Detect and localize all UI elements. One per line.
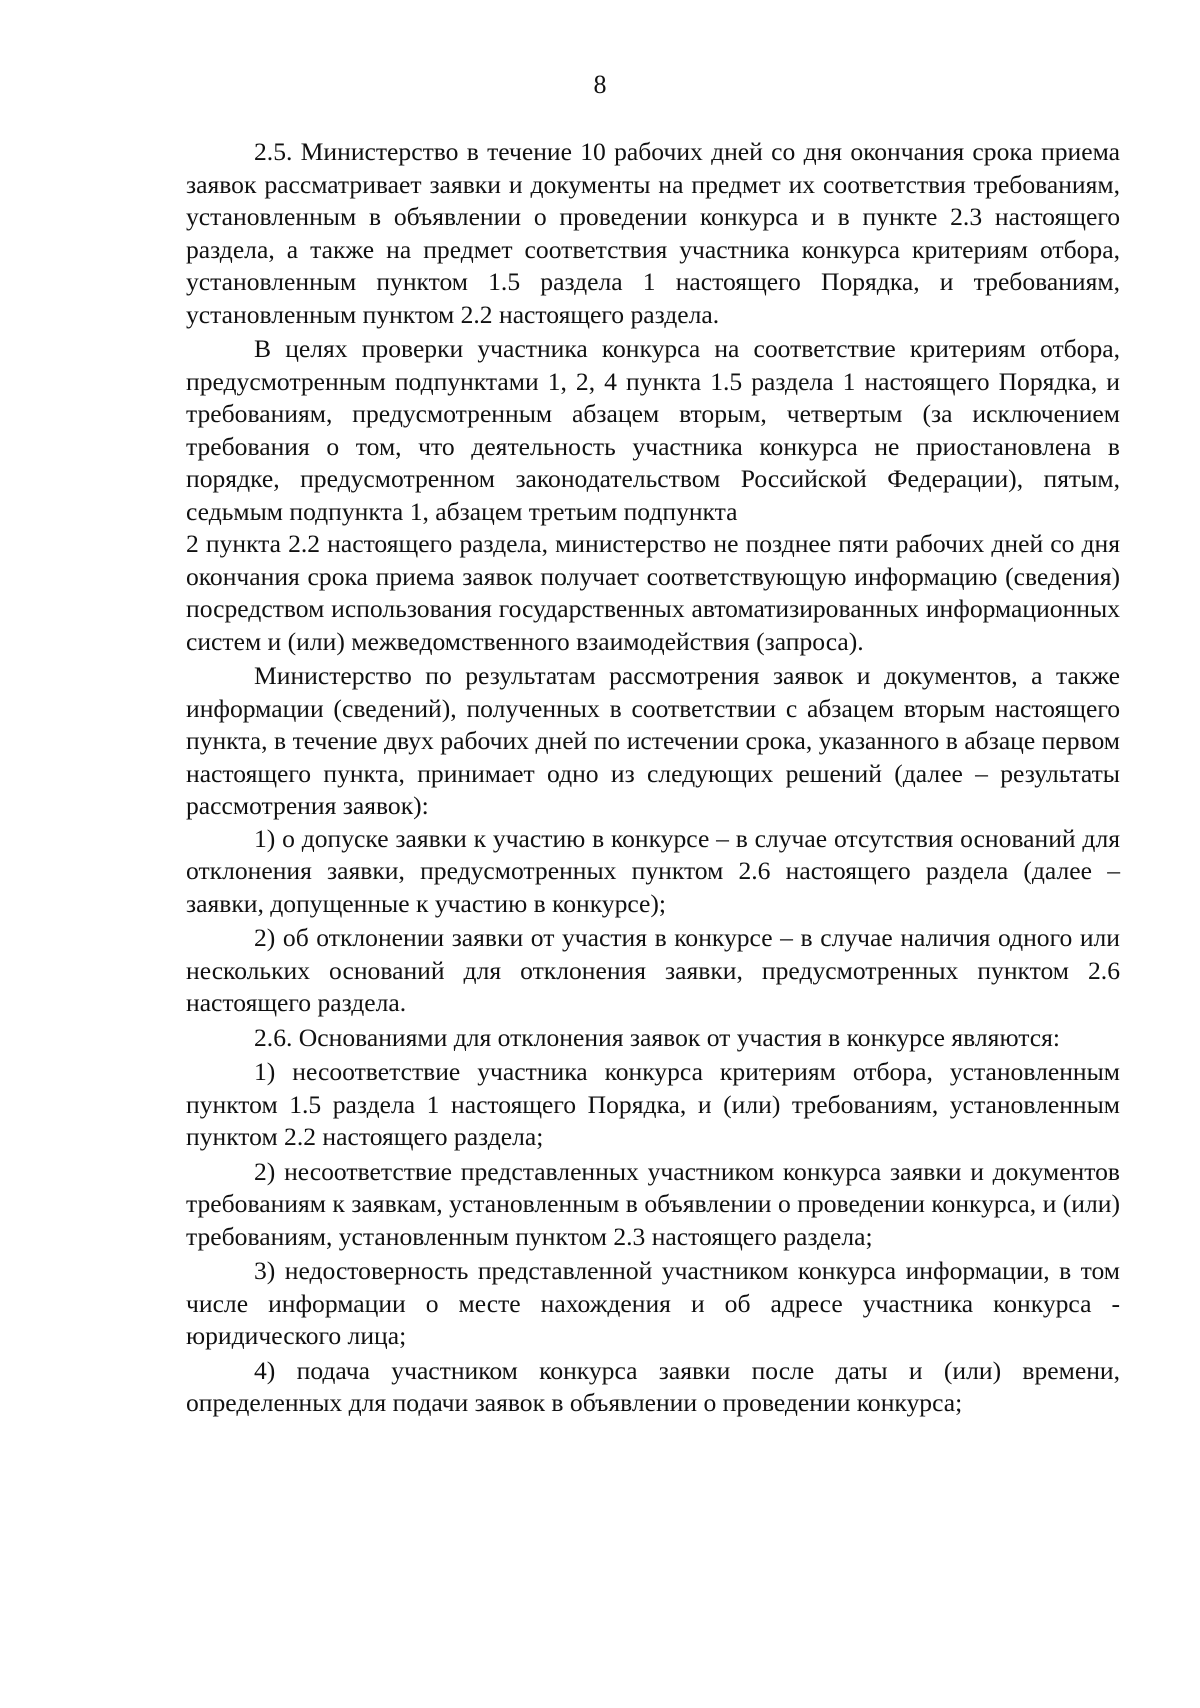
ground-item-3: 3) недостоверность представленной участником конкурса информации, в том числе информации о месте нахождения и об адресе участника конкурса - юридического лица; (186, 1256, 1120, 1350)
paragraph-verification-cont: 2 пункта 2.2 настоящего раздела, министерство не позднее пяти рабочих дней со дня окончания срока приема заявок получает соответствующую информацию (сведения) посредством использования государственных автоматизированных информационных систем и (или) межведомственного взаимодействия (запроса). (186, 529, 1120, 656)
paragraph-decision: Министерство по результатам рассмотрения заявок и документов, а также информации (сведений), полученных в соответствии с абзацем вторым настоящего пункта, в течение двух рабочих дней по истечении срока, указанного в абзаце первом настоящего пункта, принимает одно из следующих решений (далее – результаты рассмотрения заявок): (186, 661, 1120, 820)
ground-item-1: 1) несоответствие участника конкурса критериям отбора, установленным пунктом 1.5 раздела 1 настоящего Порядка, и (или) требованиям, установленным пунктом 2.2 настоящего раздела; (186, 1057, 1120, 1151)
ground-item-2: 2) несоответствие представленных участником конкурса заявки и документов требованиям к заявкам, установленным в объявлении о проведении конкурса, и (или) требованиям, установленным пунктом 2.3 настоящего раздела; (186, 1156, 1120, 1251)
paragraph-2-6: 2.6. Основаниями для отклонения заявок от участия в конкурсе являются: (254, 1022, 1060, 1052)
ground-item-4: 4) подача участником конкурса заявки после даты и (или) времени, определенных для подачи заявок в объявлении о проведении конкурса; (186, 1355, 1120, 1417)
document-body (186, 136, 1120, 1420)
list-item-admission: 1) о допуске заявки к участию в конкурсе – в случае отсутствия оснований для отклонения заявки, предусмотренных пунктом 2.6 настоящего раздела (далее – заявки, допущенные к участию в конкурсе); (186, 823, 1120, 918)
paragraph-verification: В целях проверки участника конкурса на соответствие критериям отбора, предусмотренным подпунктами 1, 2, 4 пункта 1.5 раздела 1 настоящего Порядка, и требованиям, предусмотренным абзацем вторым, четвертым (за исключением требования о том, что деятельность участника конкурса не приостановлена в порядке, предусмотренном законодательством Российской Федерации), пятым, седьмым подпункта 1, абзацем третьим подпункта (186, 334, 1120, 526)
list-item-rejection: 2) об отклонении заявки от участия в конкурсе – в случае наличия одного или нескольких оснований для отклонения заявки, предусмотренных пунктом 2.6 настоящего раздела. (186, 923, 1120, 1017)
page-number: 8 (593, 70, 607, 99)
paragraph-2-5: 2.5. Министерство в течение 10 рабочих дней со дня окончания срока приема заявок рассматривает заявки и документы на предмет их соответствия требованиям, установленным в объявлении о проведении конкурса и в пункте 2.3 настоящего раздела, а также на предмет соответствия участника конкурса критериям отбора, установленным пунктом 1.5 раздела 1 настоящего Порядка, и требованиям, установленным пунктом 2.2 настоящего раздела. (186, 137, 1120, 329)
